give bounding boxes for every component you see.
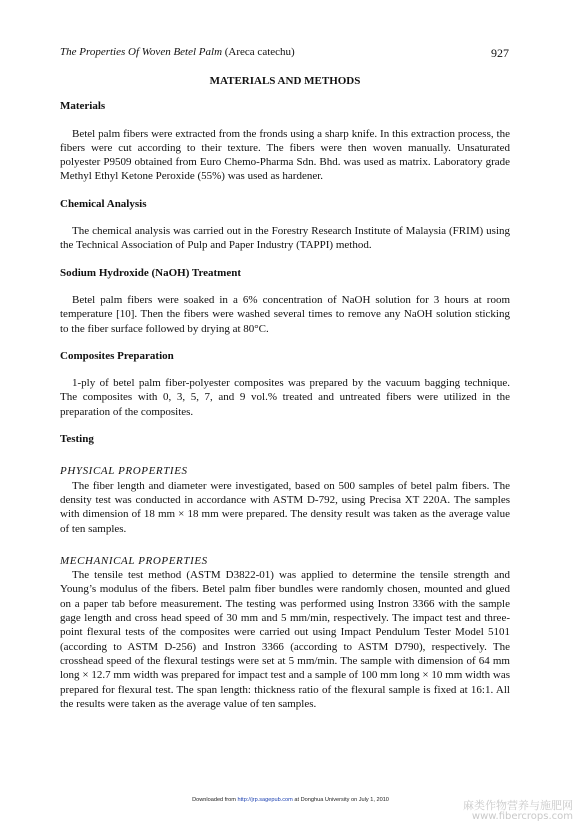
- physical-properties-subheading: PHYSICAL PROPERTIES: [60, 465, 188, 478]
- running-header: [60, 46, 509, 58]
- article-body: [60, 74, 510, 711]
- footer-suffix: at Donghua University on July 1, 2010: [292, 797, 389, 803]
- footer-link[interactable]: http://jrp.sagepub.com: [237, 797, 293, 803]
- watermark-line2: www.fibercrops.com: [471, 811, 573, 822]
- page-number: 927: [491, 46, 509, 60]
- naoh-treatment-heading: Sodium Hydroxide (NaOH) Treatment: [60, 266, 241, 279]
- running-subtitle: (Areca catechu): [222, 46, 295, 58]
- mechanical-properties-subheading: MECHANICAL PROPERTIES: [60, 554, 208, 567]
- composites-preparation-heading: Composites Preparation: [60, 349, 174, 362]
- materials-heading: Materials: [60, 100, 106, 113]
- physical-properties-paragraph: The fiber length and diameter were investigated, based on 500 samples of betel palm fibers. The density test was conducted in accordance with ASTM D-792, using Precisa XT 220A. The samples with dimension of 18 mm × 18 mm were prepared. The density result was taken as the average value of ten samples.: [60, 479, 510, 535]
- watermark-line1: 麻类作物营养与施肥网: [463, 799, 573, 812]
- materials-paragraph: Betel palm fibers were extracted from the fronds using a sharp knife. In this extraction process, the fibers were cut according to their texture. The fibers were then woven manually. Unsaturated polyester P9509 obtained from Euro Chemo-Pharma Sdn. Bhd. was used as matrix. Laboratory grade Methyl Ethyl Ketone Peroxide (55%) was used as hardener.: [60, 127, 510, 183]
- chemical-analysis-heading: Chemical Analysis: [60, 197, 147, 210]
- footer-prefix: Downloaded from: [192, 797, 238, 803]
- site-watermark: [463, 800, 573, 822]
- testing-heading: Testing: [60, 433, 94, 446]
- composites-preparation-paragraph: 1-ply of betel palm fiber-polyester composites was prepared by the vacuum bagging technique. The composites with 0, 3, 5, 7, and 9 vol.% treated and untreated fibers were utilized in the preparation of the composites.: [60, 377, 510, 418]
- running-title: The Properties Of Woven Betel Palm: [60, 46, 223, 58]
- mechanical-properties-paragraph: The tensile test method (ASTM D3822-01) was applied to determine the tensile strength and Young’s modulus of the fibers. Betel palm fiber bundles were randomly chosen, mounted and glued on a paper tab before measurement. The testing was performed using Instron 3366 with the sample gage length and cross head speed of 30 mm and 5 mm/min, respectively. The impact test and three-point flexural tests of the composites were carried out using Impact Pendulum Tester Model 5101 (according to ASTM D-256) and Instron 3366 (according to ASTM D790), respectively. The crosshead speed of the flexural testings were set at 5 mm/min. The sample with dimension of 64 mm long × 12.7 mm width was prepared for impact test and a sample of 100 mm long × 10 mm width was prepared for flexural test. The span length: thickness ratio of the flexural sample is fixed at 16:1. All the results were taken as the average value of ten samples.: [60, 569, 510, 710]
- chemical-analysis-paragraph: The chemical analysis was carried out in the Forestry Research Institute of Malaysia (FRIM) using the Technical Association of Pulp and Paper Industry (TAPPI) method.: [60, 225, 510, 252]
- section-title: MATERIALS AND METHODS: [209, 75, 361, 87]
- naoh-treatment-paragraph: Betel palm fibers were soaked in a 6% concentration of NaOH solution for 3 hours at room temperature [10]. Then the fibers were washed several times to remove any NaOH solution sticking to the fiber surface followed by drying at 80°C.: [60, 293, 510, 335]
